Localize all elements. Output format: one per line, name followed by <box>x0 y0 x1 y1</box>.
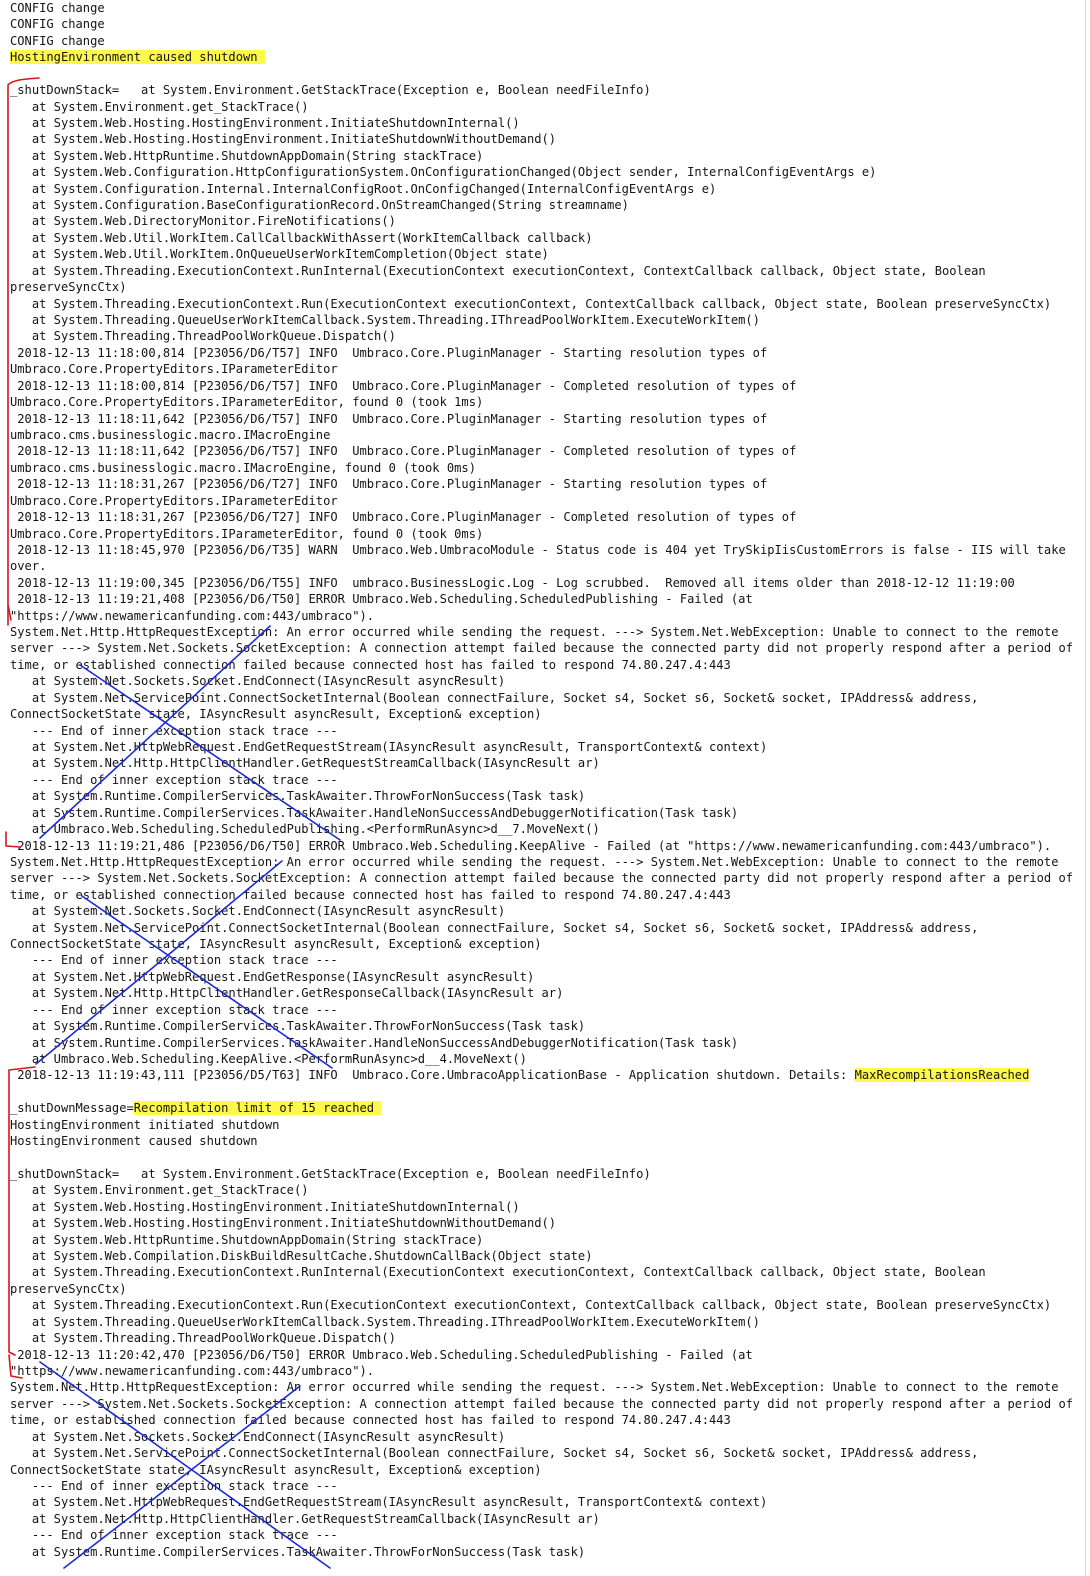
log-line <box>10 509 1082 525</box>
log-line <box>10 1002 1082 1018</box>
log-text-segment: server ---> System.Net.Sockets.SocketException: A connection attempt failed because the connected party did not properly respond after a period of <box>10 1396 1074 1411</box>
log-line <box>10 493 1082 509</box>
log-line <box>10 542 1082 558</box>
log-text-segment: 2018-12-13 11:18:45,970 [P23056/D6/T35] WARN Umbraco.Web.UmbracoModule - Status code is 404 yet TrySkipIisCustomErrors is false - IIS will take <box>10 542 1066 557</box>
log-line <box>10 985 1082 1001</box>
log-line <box>10 230 1082 246</box>
log-line <box>10 788 1082 804</box>
log-line <box>10 213 1082 229</box>
log-line <box>10 608 1082 624</box>
log-text-segment: System.Net.Http.HttpRequestException: An error occurred while sending the request. ---> System.Net.WebException: Unable to connect to the remote <box>10 1380 1059 1395</box>
log-line <box>10 82 1082 98</box>
log-text-segment: ConnectSocketState state, IAsyncResult asyncResult, Exception& exception) <box>10 937 542 952</box>
log-text-segment: --- End of inner exception stack trace --- <box>10 723 338 738</box>
log-text-segment: _shutDownStack= at System.Environment.GetStackTrace(Exception e, Boolean needFileInfo) <box>10 1166 651 1181</box>
log-text-segment: at System.Environment.get_StackTrace() <box>10 1183 309 1198</box>
log-line <box>10 394 1082 410</box>
log-line <box>10 476 1082 492</box>
log-line <box>10 328 1082 344</box>
log-text-segment: at System.Threading.QueueUserWorkItemCallback.System.Threading.IThreadPoolWorkItem.ExecuteWorkItem() <box>10 1314 760 1329</box>
log-text-segment: 2018-12-13 11:18:11,642 [P23056/D6/T57] INFO Umbraco.Core.PluginManager - Starting resolution types of <box>10 411 768 426</box>
log-text-segment: Umbraco.Core.PropertyEditors.IParameterEditor, found 0 (took 0ms) <box>10 526 484 541</box>
log-text-segment: umbraco.cms.businesslogic.macro.IMacroEngine, found 0 (took 0ms) <box>10 460 476 475</box>
log-text-segment: HostingEnvironment caused shutdown <box>10 1134 258 1149</box>
log-line <box>10 887 1082 903</box>
log-line <box>10 131 1082 147</box>
log-line <box>10 197 1082 213</box>
log-text-segment: 2018-12-13 11:18:00,814 [P23056/D6/T57] INFO Umbraco.Core.PluginManager - Starting resolution types of <box>10 345 768 360</box>
log-text-segment: at System.Web.HttpRuntime.ShutdownAppDomain(String stackTrace) <box>10 148 484 163</box>
log-text-segment: --- End of inner exception stack trace --- <box>10 1002 338 1017</box>
log-text-segment: at System.Threading.ExecutionContext.RunInternal(ExecutionContext executionContext, ContextCallback callback, Object state, Boolean <box>10 263 986 278</box>
log-line <box>10 1429 1082 1445</box>
log-line <box>10 936 1082 952</box>
log-text-segment: CONFIG change <box>10 33 105 48</box>
log-text-segment: at System.Net.ServicePoint.ConnectSocketInternal(Boolean connectFailure, Socket s4, Socket s6, Socket& socket, IPAddress& address, <box>10 1446 979 1461</box>
log-text-segment: at System.Net.ServicePoint.ConnectSocketInternal(Boolean connectFailure, Socket s4, Socket s6, Socket& socket, IPAddress& address, <box>10 690 979 705</box>
log-text-segment: at System.Threading.ExecutionContext.Run(ExecutionContext executionContext, ContextCallback callback, Object state, Boolean preserveSyncCtx) <box>10 1298 1052 1313</box>
log-line <box>10 312 1082 328</box>
log-line <box>10 1445 1082 1461</box>
log-text-segment: Umbraco.Core.PropertyEditors.IParameterEditor, found 0 (took 1ms) <box>10 395 484 410</box>
log-text-segment: at System.Net.Sockets.Socket.EndConnect(IAsyncResult asyncResult) <box>10 1429 506 1444</box>
log-line <box>10 1051 1082 1067</box>
log-line <box>10 1150 1082 1166</box>
log-line <box>10 1412 1082 1428</box>
log-text-segment: CONFIG change <box>10 1 105 15</box>
log-text-segment: at System.Web.Hosting.HostingEnvironment.InitiateShutdownWithoutDemand() <box>10 132 557 147</box>
log-text-segment: HostingEnvironment initiated shutdown <box>10 1117 280 1132</box>
log-text-segment: Umbraco.Core.PropertyEditors.IParameterEditor <box>10 493 338 508</box>
log-line <box>10 345 1082 361</box>
log-text-segment: at System.Web.Configuration.HttpConfigurationSystem.OnConfigurationChanged(Object sender, InternalConfigEventArgs e) <box>10 165 877 180</box>
log-line <box>10 772 1082 788</box>
log-line <box>10 640 1082 656</box>
log-line <box>10 427 1082 443</box>
log-text-segment: at Umbraco.Web.Scheduling.KeepAlive.<PerformRunAsync>d__4.MoveNext() <box>10 1052 527 1066</box>
log-line <box>10 1379 1082 1395</box>
log-text-segment: preserveSyncCtx) <box>10 1281 127 1296</box>
log-text-segment: umbraco.cms.businesslogic.macro.IMacroEngine <box>10 427 331 442</box>
highlighted-text: HostingEnvironment caused shutdown <box>10 50 265 65</box>
log-text-segment: server ---> System.Net.Sockets.SocketException: A connection attempt failed because the connected party did not properly respond after a period of <box>10 641 1074 656</box>
log-text-segment: --- End of inner exception stack trace --- <box>10 953 338 968</box>
log-line <box>10 723 1082 739</box>
log-line <box>10 1494 1082 1510</box>
log-line <box>10 1248 1082 1264</box>
log-text-segment: 2018-12-13 11:19:21,408 [P23056/D6/T50] ERROR Umbraco.Web.Scheduling.ScheduledPublishing - Failed (at <box>10 592 753 607</box>
log-text-segment: "https://www.newamericanfunding.com:443/umbraco"). <box>10 1364 375 1379</box>
log-text-segment: at System.Web.HttpRuntime.ShutdownAppDomain(String stackTrace) <box>10 1232 484 1247</box>
log-line <box>10 805 1082 821</box>
log-text-segment: System.Net.Http.HttpRequestException: An error occurred while sending the request. ---> System.Net.WebException: Unable to connect to the remote <box>10 854 1059 869</box>
log-text-segment: at Umbraco.Web.Scheduling.ScheduledPublishing.<PerformRunAsync>d__7.MoveNext() <box>10 822 600 837</box>
log-line <box>10 870 1082 886</box>
log-text-segment: 2018-12-13 11:18:31,267 [P23056/D6/T27] INFO Umbraco.Core.PluginManager - Starting resolution types of <box>10 477 768 492</box>
log-text-segment: 2018-12-13 11:19:00,345 [P23056/D6/T55] INFO umbraco.BusinessLogic.Log - Log scrubbed. Removed all items older than 2018-12-12 11:19:00 <box>10 575 1015 590</box>
log-text-segment: at System.Runtime.CompilerServices.TaskAwaiter.HandleNonSuccessAndDebuggerNotification(Task task) <box>10 1035 739 1050</box>
log-text-segment: over. <box>10 559 47 574</box>
log-text-segment: ConnectSocketState state, IAsyncResult asyncResult, Exception& exception) <box>10 1462 542 1477</box>
log-line <box>10 526 1082 542</box>
log-line <box>10 690 1082 706</box>
log-text-segment: --- End of inner exception stack trace --- <box>10 772 338 787</box>
log-text-segment: at System.Net.Sockets.Socket.EndConnect(IAsyncResult asyncResult) <box>10 904 506 919</box>
log-line <box>10 460 1082 476</box>
log-line <box>10 1018 1082 1034</box>
log-text-segment: at System.Threading.ThreadPoolWorkQueue.Dispatch() <box>10 329 396 344</box>
log-line <box>10 378 1082 394</box>
log-line <box>10 361 1082 377</box>
log-text-segment: at System.Net.Http.HttpClientHandler.GetRequestStreamCallback(IAsyncResult ar) <box>10 756 600 771</box>
log-line <box>10 739 1082 755</box>
log-line <box>10 1314 1082 1330</box>
log-line <box>10 673 1082 689</box>
log-text-segment: 2018-12-13 11:18:31,267 [P23056/D6/T27] INFO Umbraco.Core.PluginManager - Completed resolution of types of <box>10 510 797 525</box>
log-text-segment: at System.Web.DirectoryMonitor.FireNotifications() <box>10 214 396 229</box>
log-line <box>10 246 1082 262</box>
highlighted-text: MaxRecompilationsReached <box>854 1068 1030 1083</box>
log-text-segment: at System.Net.Sockets.Socket.EndConnect(IAsyncResult asyncResult) <box>10 674 506 689</box>
log-text-segment: at System.Net.HttpWebRequest.EndGetResponse(IAsyncResult asyncResult) <box>10 969 535 984</box>
log-text-segment: at System.Threading.ExecutionContext.Run(ExecutionContext executionContext, ContextCallback callback, Object state, Boolean preserveSyncCtx) <box>10 296 1052 311</box>
log-line <box>10 624 1082 640</box>
log-line <box>10 16 1082 32</box>
log-text-segment: server ---> System.Net.Sockets.SocketException: A connection attempt failed because the connected party did not properly respond after a period of <box>10 871 1074 886</box>
log-line <box>10 838 1082 854</box>
log-line <box>10 296 1082 312</box>
log-line <box>10 706 1082 722</box>
log-text-segment: at System.Net.HttpWebRequest.EndGetRequestStream(IAsyncResult asyncResult, TransportContext& context) <box>10 739 768 754</box>
log-line <box>10 164 1082 180</box>
log-line <box>10 1117 1082 1133</box>
log-line <box>10 66 1082 82</box>
log-text-segment: at System.Web.Hosting.HostingEnvironment.InitiateShutdownWithoutDemand() <box>10 1216 557 1231</box>
log-line <box>10 1330 1082 1346</box>
log-line <box>10 1084 1082 1100</box>
log-text-segment: 2018-12-13 11:18:00,814 [P23056/D6/T57] INFO Umbraco.Core.PluginManager - Completed resolution of types of <box>10 378 797 393</box>
log-line <box>10 443 1082 459</box>
log-text-segment: at System.Runtime.CompilerServices.TaskAwaiter.ThrowForNonSuccess(Task task) <box>10 1019 586 1034</box>
log-line <box>10 1281 1082 1297</box>
log-line <box>10 181 1082 197</box>
log-line <box>10 1215 1082 1231</box>
log-line <box>10 1035 1082 1051</box>
log-line <box>10 1232 1082 1248</box>
log-text-segment: at System.Threading.QueueUserWorkItemCallback.System.Threading.IThreadPoolWorkItem.ExecuteWorkItem() <box>10 313 760 328</box>
log-text-segment: CONFIG change <box>10 17 105 32</box>
log-line <box>10 1544 1082 1560</box>
log-text-segment: time, or established connection failed because connected host has failed to respond 74.80.247.4:443 <box>10 887 731 902</box>
log-line <box>10 755 1082 771</box>
log-line <box>10 920 1082 936</box>
log-text-segment: at System.Net.HttpWebRequest.EndGetRequestStream(IAsyncResult asyncResult, TransportContext& context) <box>10 1495 768 1510</box>
log-text-segment: "https://www.newamericanfunding.com:443/umbraco"). <box>10 608 375 623</box>
log-text-segment: 2018-12-13 11:20:42,470 [P23056/D6/T50] ERROR Umbraco.Web.Scheduling.ScheduledPublishing - Failed (at <box>10 1347 753 1362</box>
log-text-segment: at System.Web.Hosting.HostingEnvironment.InitiateShutdownInternal() <box>10 115 520 130</box>
log-line <box>10 969 1082 985</box>
highlighted-text: Recompilation limit of 15 reached <box>133 1101 382 1116</box>
log-line <box>10 411 1082 427</box>
log-text-segment: at System.Web.Util.WorkItem.CallCallbackWithAssert(WorkItemCallback callback) <box>10 230 593 245</box>
log-text-segment: at System.Net.Http.HttpClientHandler.GetRequestStreamCallback(IAsyncResult ar) <box>10 1511 600 1526</box>
log-text-segment: at System.Web.Compilation.DiskBuildResultCache.ShutdownCallBack(Object state) <box>10 1249 593 1264</box>
log-text-segment: at System.Net.ServicePoint.ConnectSocketInternal(Boolean connectFailure, Socket s4, Socket s6, Socket& socket, IPAddress& address, <box>10 920 979 935</box>
log-line <box>10 591 1082 607</box>
log-text-segment: 2018-12-13 11:19:21,486 [P23056/D6/T50] ERROR Umbraco.Web.Scheduling.KeepAlive - Failed (at "https://www.newamericanfunding.com:443/umbraco"). <box>10 838 1052 853</box>
log-line <box>10 1264 1082 1280</box>
log-line <box>10 1067 1082 1083</box>
log-line <box>10 99 1082 115</box>
log-text-segment: Umbraco.Core.PropertyEditors.IParameterEditor <box>10 362 338 377</box>
log-text-segment: _shutDownStack= at System.Environment.GetStackTrace(Exception e, Boolean needFileInfo) <box>10 83 651 98</box>
log-text-segment: _shutDownMessage= <box>10 1101 134 1116</box>
log-line <box>10 657 1082 673</box>
log-line <box>10 115 1082 131</box>
log-line <box>10 1511 1082 1527</box>
log-text-segment: preserveSyncCtx) <box>10 280 127 295</box>
log-line <box>10 952 1082 968</box>
log-line <box>10 1347 1082 1363</box>
log-text-segment: time, or established connection failed because connected host has failed to respond 74.80.247.4:443 <box>10 1413 731 1428</box>
log-text-segment: at System.Net.Http.HttpClientHandler.GetResponseCallback(IAsyncResult ar) <box>10 986 564 1001</box>
log-text-segment: at System.Runtime.CompilerServices.TaskAwaiter.ThrowForNonSuccess(Task task) <box>10 1544 586 1559</box>
log-text-segment: at System.Configuration.BaseConfigurationRecord.OnStreamChanged(String streamname) <box>10 198 629 213</box>
log-line <box>10 1182 1082 1198</box>
log-line <box>10 49 1082 65</box>
log-line <box>10 33 1082 49</box>
log-line <box>10 558 1082 574</box>
log-line <box>10 263 1082 279</box>
log-line <box>10 1527 1082 1543</box>
log-line <box>10 0 1082 16</box>
log-line <box>10 1133 1082 1149</box>
log-text-segment: at System.Environment.get_StackTrace() <box>10 99 309 114</box>
log-text-segment: ConnectSocketState state, IAsyncResult asyncResult, Exception& exception) <box>10 707 542 722</box>
log-line <box>10 575 1082 591</box>
log-text-segment: --- End of inner exception stack trace --- <box>10 1478 338 1493</box>
log-line <box>10 1363 1082 1379</box>
log-text <box>10 0 1082 1560</box>
log-text-segment: at System.Threading.ThreadPoolWorkQueue.Dispatch() <box>10 1331 396 1346</box>
log-text-segment: --- End of inner exception stack trace --- <box>10 1528 338 1543</box>
log-line <box>10 1462 1082 1478</box>
log-text-segment: at System.Runtime.CompilerServices.TaskAwaiter.ThrowForNonSuccess(Task task) <box>10 789 586 804</box>
log-line <box>10 903 1082 919</box>
log-line <box>10 1396 1082 1412</box>
log-line <box>10 279 1082 295</box>
log-line <box>10 854 1082 870</box>
log-text-segment: time, or established connection failed because connected host has failed to respond 74.80.247.4:443 <box>10 657 731 672</box>
log-text-segment: at System.Web.Util.WorkItem.OnQueueUserWorkItemCompletion(Object state) <box>10 247 549 262</box>
log-line <box>10 1478 1082 1494</box>
log-line <box>10 1297 1082 1313</box>
log-text-segment: 2018-12-13 11:18:11,642 [P23056/D6/T57] INFO Umbraco.Core.PluginManager - Completed resolution of types of <box>10 444 797 459</box>
log-line <box>10 1166 1082 1182</box>
log-text-segment: at System.Web.Hosting.HostingEnvironment.InitiateShutdownInternal() <box>10 1199 520 1214</box>
log-text-segment: at System.Configuration.Internal.InternalConfigRoot.OnConfigChanged(InternalConfigEventArgs e) <box>10 181 717 196</box>
right-border <box>1085 0 1086 1576</box>
log-line <box>10 1100 1082 1116</box>
log-line <box>10 148 1082 164</box>
log-line <box>10 821 1082 837</box>
log-text-segment: at System.Runtime.CompilerServices.TaskAwaiter.HandleNonSuccessAndDebuggerNotification(Task task) <box>10 805 739 820</box>
log-line <box>10 1199 1082 1215</box>
log-text-segment: System.Net.Http.HttpRequestException: An error occurred while sending the request. ---> System.Net.WebException: Unable to connect to the remote <box>10 625 1059 640</box>
log-text-segment: 2018-12-13 11:19:43,111 [P23056/D5/T63] INFO Umbraco.Core.UmbracoApplicationBase - Application shutdown. Details: <box>10 1068 855 1083</box>
log-text-segment: at System.Threading.ExecutionContext.RunInternal(ExecutionContext executionContext, ContextCallback callback, Object state, Boolean <box>10 1265 986 1280</box>
